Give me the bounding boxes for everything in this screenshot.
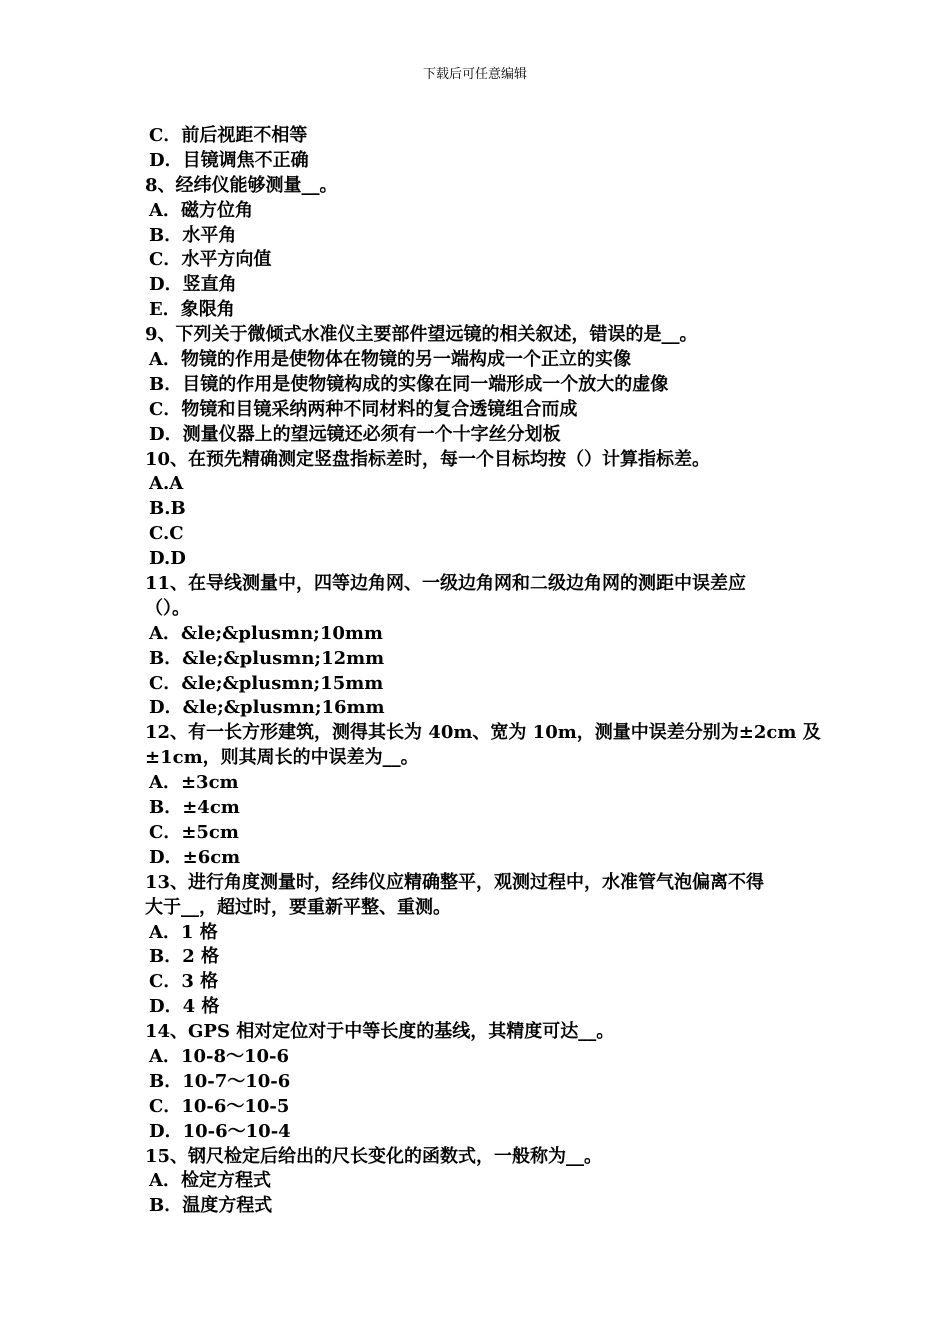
- answer-option: B．±4cm: [149, 797, 240, 819]
- question-text: 14、GPS 相对定位对于中等长度的基线，其精度可达__。: [145, 1021, 615, 1043]
- answer-option: C．前后视距不相等: [149, 125, 308, 146]
- answer-option: A．检定方程式: [149, 1170, 271, 1192]
- answer-option: B．2 格: [149, 946, 220, 968]
- answer-option: C．10-6～10-5: [149, 1095, 290, 1117]
- answer-option: B．10-7～10-6: [149, 1070, 291, 1092]
- answer-option: C．&le;&plusmn;15mm: [149, 672, 384, 694]
- answer-option: D．10-6～10-4: [149, 1120, 291, 1142]
- answer-option: B．目镜的作用是使物镜构成的实像在同一端形成一个放大的虚像: [149, 373, 669, 395]
- answer-option: D．测量仪器上的望远镜还必须有一个十字丝分划板: [149, 423, 561, 445]
- answer-option: C．3 格: [149, 971, 219, 993]
- question-text: 12、有一长方形建筑，测得其长为 40m、宽为 10m，测量中误差分别为±2cm 及: [145, 722, 821, 744]
- answer-option: D．4 格: [149, 996, 220, 1018]
- answer-option: A.A: [149, 473, 184, 495]
- question-text: （）。: [145, 597, 190, 619]
- page-header: 下载后可任意编辑: [422, 67, 527, 82]
- answer-option: A．10-8～10-6: [149, 1045, 290, 1067]
- answer-option: A．1 格: [149, 921, 218, 943]
- answer-option: C．水平方向值: [149, 249, 272, 271]
- answer-option: B.B: [149, 498, 186, 520]
- answer-option: D.D: [149, 548, 186, 570]
- answer-option: A．物镜的作用是使物体在物镜的另一端构成一个正立的实像: [149, 349, 631, 371]
- answer-option: B．&le;&plusmn;12mm: [149, 647, 385, 669]
- question-text: 9、下列关于微倾式水准仪主要部件望远镜的相关叙述，错误的是__。: [145, 324, 698, 346]
- answer-option: A．&le;&plusmn;10mm: [149, 622, 383, 644]
- answer-option: B．水平角: [149, 224, 237, 246]
- document-body: [145, 124, 821, 1219]
- question-text: ±1cm，则其周长的中误差为__。: [145, 747, 419, 769]
- question-text: 11、在导线测量中，四等边角网、一级边角网和二级边角网的测距中误差应: [145, 573, 747, 595]
- answer-option: D．±6cm: [149, 846, 241, 868]
- answer-option: A．±3cm: [149, 772, 239, 794]
- answer-option: D．&le;&plusmn;16mm: [149, 697, 385, 719]
- answer-option: A．磁方位角: [149, 199, 253, 221]
- answer-option: C．物镜和目镜采纳两种不同材料的复合透镜组合而成: [149, 398, 578, 420]
- answer-option: C．±5cm: [149, 821, 239, 843]
- answer-option: E．象限角: [149, 299, 235, 321]
- answer-option: D．竖直角: [149, 274, 237, 296]
- question-text: 13、进行角度测量时，经纬仪应精确整平，观测过程中，水准管气泡偏离不得: [145, 871, 765, 893]
- answer-option: B．温度方程式: [149, 1195, 273, 1217]
- question-text: 大于__，超过时，要重新平整、重测。: [145, 896, 451, 918]
- answer-option: C.C: [149, 523, 184, 545]
- question-text: 15、钢尺检定后给出的尺长变化的函数式，一般称为__。: [145, 1145, 603, 1167]
- question-text: 10、在预先精确测定竖盘指标差时，每一个目标均按（）计算指标差。: [145, 448, 711, 470]
- answer-option: D．目镜调焦不正确: [149, 149, 309, 171]
- question-text: 8、经纬仪能够测量__。: [145, 174, 338, 196]
